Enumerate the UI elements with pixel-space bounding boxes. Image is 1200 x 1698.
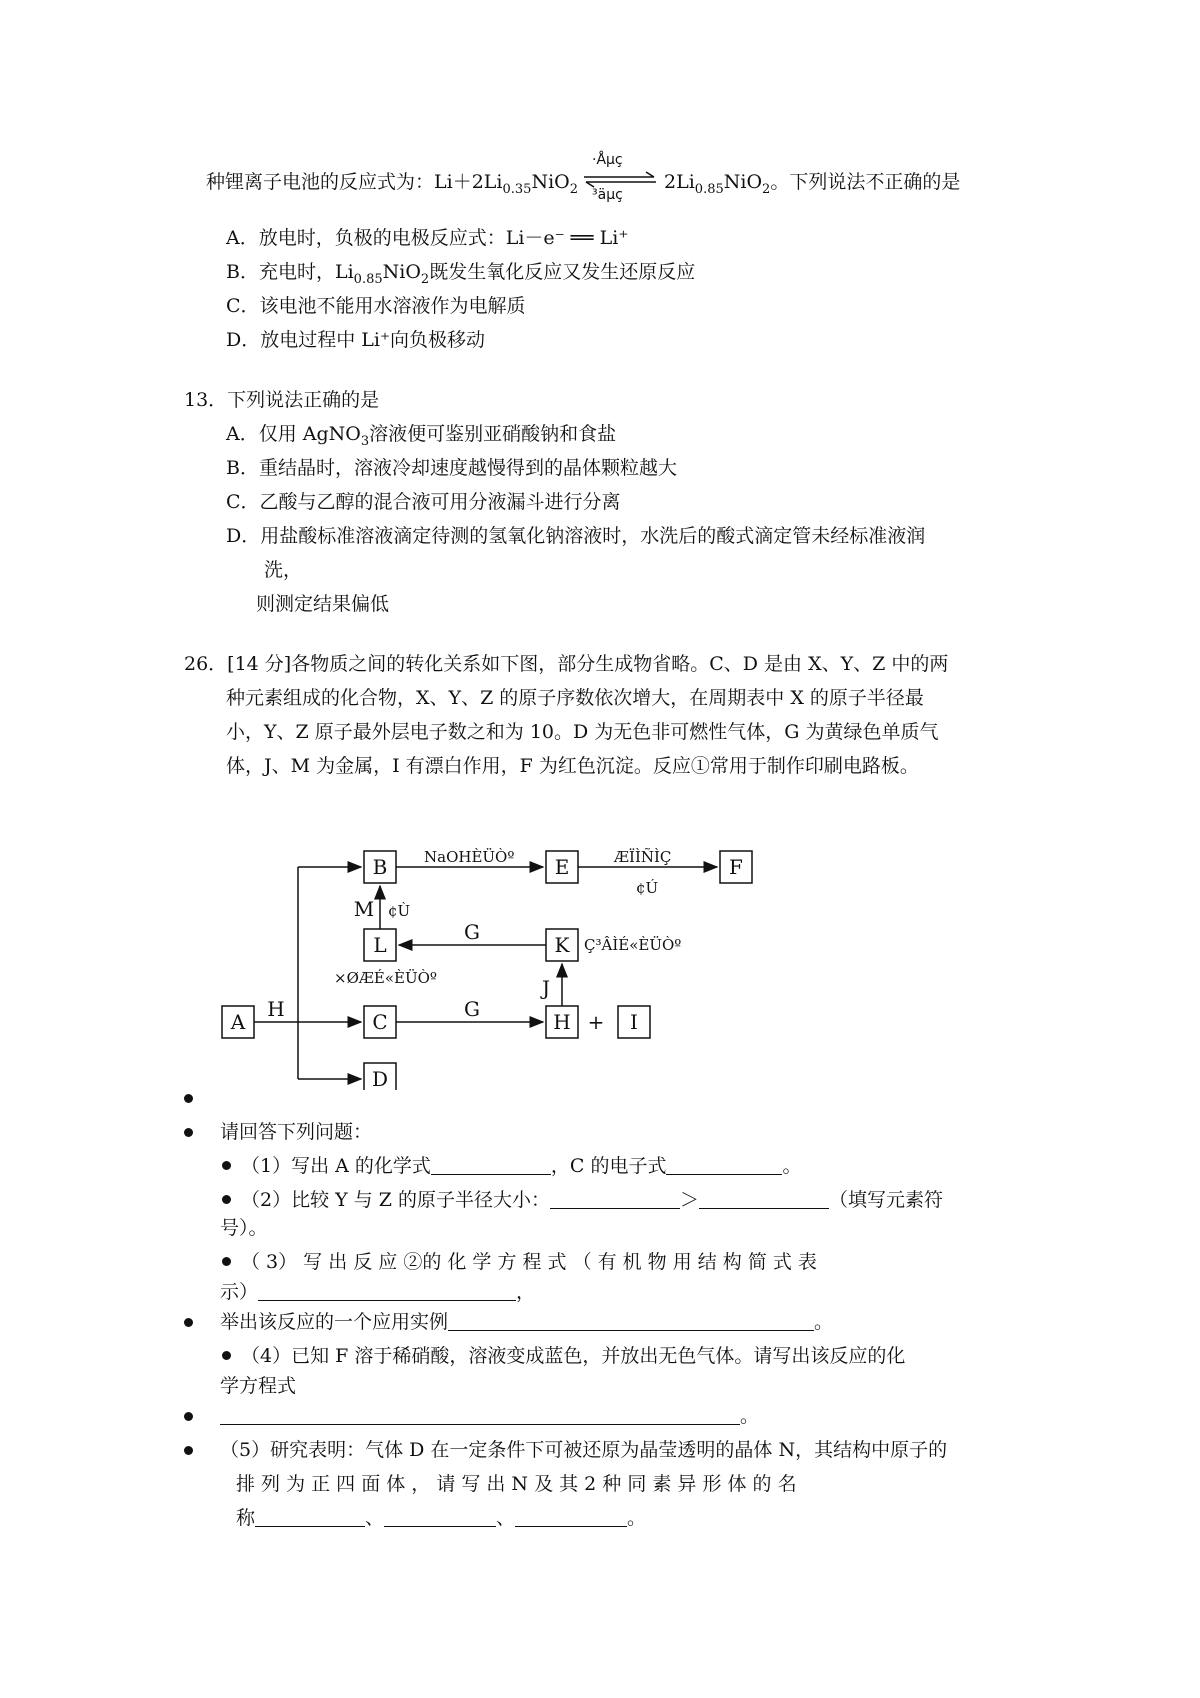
answer-blank-nitric-equation[interactable] [220, 1406, 740, 1425]
answer-blank-radius-1[interactable] [550, 1190, 680, 1209]
bullet [222, 1161, 231, 1170]
q13-option-d-line1: D．用盐酸标准溶液滴定待测的氢氧化钠溶液时，水洗后的酸式滴定管未经标准液润 [226, 525, 926, 547]
bullet [222, 1195, 231, 1204]
subscript: 0.35 [502, 181, 532, 197]
box-c-label: C [372, 1010, 388, 1034]
option-text: A．仅用 AgNO [226, 423, 361, 445]
subscript: 2 [569, 181, 578, 197]
arrow-top-text: ·Åµç [592, 152, 623, 168]
arrow-bottom-text: ³äµç [592, 187, 623, 203]
q26-sub3-example [220, 1310, 833, 1334]
q12-option-a: A．放电时，负极的电极反应式：Li－e⁻ ══ Li⁺ [226, 227, 629, 249]
q13-option-a [226, 422, 616, 454]
subscript: 2 [762, 181, 771, 197]
box-d-label: D [371, 1067, 389, 1090]
q12-option-c: C．该电池不能用水溶液作为电解质 [226, 295, 526, 317]
answer-blank-allotrope-3[interactable] [515, 1508, 627, 1527]
label-l-solution: ×ØÆÉ«ÈÜÒº [334, 969, 437, 987]
label-j: J [541, 976, 551, 1000]
box-b-label: B [372, 855, 388, 879]
q13-option-b: B．重结晶时，溶液冷却速度越慢得到的晶体颗粒越大 [226, 457, 677, 479]
subscript: 0.85 [694, 181, 724, 197]
label-m: M [353, 897, 375, 921]
bullet [184, 1446, 193, 1455]
label-e-to-f-top: ÆÏÌÑÌÇ [614, 848, 672, 866]
q26-sub3-line2 [220, 1280, 535, 1304]
bullet [222, 1257, 231, 1266]
q26-sub2 [222, 1188, 943, 1212]
subscript: 2 [420, 271, 430, 287]
bullet [184, 1128, 193, 1137]
box-h-label: H [553, 1010, 571, 1034]
sub3-text: 举出该反应的一个应用实例 [220, 1311, 449, 1333]
q26-stem-line2: 种元素组成的化合物，X、Y、Z 的原子序数依次增大，在周期表中 X 的原子半径最 [226, 687, 924, 709]
box-f-label: F [729, 855, 743, 879]
q13-option-d-line3: 则测定结果偏低 [256, 593, 390, 615]
sub5-text: 、 [496, 1507, 516, 1529]
label-m-reaction: ¢Ù [388, 902, 411, 920]
answer-blank-allotrope-2[interactable] [384, 1508, 496, 1527]
q26-stem-line4: 体，J、M 为金属，I 有漂白作用，F 为红色沉淀。反应①常用于制作印刷电路板。 [226, 755, 919, 777]
sub4-text: （4）已知 F 溶于稀硝酸，溶液变成蓝色，并放出无色气体。请写出该反应的化 [241, 1345, 906, 1367]
q26-sub4-line2: 学方程式 [220, 1375, 297, 1397]
q26-prompt: 请回答下列问题： [220, 1121, 373, 1143]
option-text: B．充电时，Li [226, 261, 354, 283]
box-k-label: K [554, 933, 570, 957]
formula-part: 2Li [664, 171, 695, 193]
sub3-text: （ 3） 写 出 反 应 ②的 化 学 方 程 式 （ 有 机 物 用 结 构 简 式 表 [241, 1251, 817, 1273]
answer-blank-allotrope-1[interactable] [255, 1508, 365, 1527]
label-g-bottom: G [464, 997, 480, 1021]
bullet [184, 1412, 193, 1421]
sub5-text: 称 [236, 1507, 256, 1529]
q12-formula-prefix: 种锂离子电池的反应式为：Li＋2Li [206, 171, 503, 193]
sub3-text: ， [516, 1281, 536, 1303]
conversion-diagram [0, 790, 1200, 1090]
sub2-text: （填写元素符 [829, 1189, 944, 1211]
sub1-text: ，C 的电子式 [550, 1155, 667, 1177]
subscript: 0.85 [353, 271, 383, 287]
q26-sub5-line1: （5）研究表明：气体 D 在一定条件下可被还原为晶莹透明的晶体 N，其结构中原子的 [220, 1439, 948, 1461]
q26-sub1 [222, 1154, 801, 1178]
q26-stem-line3: 小，Y、Z 原子最外层电子数之和为 10。D 为无色非可燃性气体，G 为黄绿色单质气 [226, 721, 939, 743]
q13-stem: 13．下列说法正确的是 [184, 389, 380, 411]
answer-blank-equation-2[interactable] [258, 1282, 516, 1301]
reversible-arrow [582, 152, 660, 203]
formula-part: NiO [723, 171, 763, 193]
q12-stem-line [206, 152, 961, 203]
sub5-text: 。 [627, 1507, 647, 1529]
q12-option-d: D．放电过程中 Li⁺向负极移动 [226, 329, 485, 351]
q12-option-b [226, 260, 695, 292]
option-text: 溶液便可鉴别亚硝酸钠和食盐 [369, 423, 617, 445]
box-e-label: E [554, 855, 570, 879]
label-h: H [267, 997, 285, 1021]
q12-question-text: 。下列说法不正确的是 [770, 171, 961, 193]
q26-stem-line1: 26．[14 分]各物质之间的转化关系如下图，部分生成物省略。C、D 是由 X、Y、Z 中的两 [184, 653, 949, 675]
answer-blank-c-electron[interactable] [666, 1156, 782, 1175]
q26-sub4 [222, 1344, 905, 1368]
box-l-label: L [373, 933, 387, 957]
label-g-top: G [464, 920, 480, 944]
label-e-to-f-bottom: ¢Ú [636, 879, 659, 897]
q26-sub5-line3 [236, 1506, 646, 1530]
bullet [222, 1351, 231, 1360]
box-i-label: I [630, 1010, 638, 1034]
sub3-text: 示） [220, 1281, 259, 1303]
q26-sub4-answer [220, 1404, 759, 1428]
box-a-label: A [230, 1010, 246, 1034]
bullet [184, 1318, 193, 1327]
subscript: 3 [360, 433, 370, 449]
sub5-text: 、 [365, 1507, 385, 1529]
bullet [184, 1094, 193, 1103]
sub1-text: （1）写出 A 的化学式 [241, 1155, 431, 1177]
q26-sub2-tail: 号）。 [220, 1217, 268, 1239]
plus-sign: + [587, 1010, 605, 1034]
q26-sub5-line2: 排 列 为 正 四 面 体 ， 请 写 出 N 及 其 2 种 同 素 异 形 体 的 名 [236, 1473, 797, 1495]
sub3-text: 。 [814, 1311, 834, 1333]
label-naoh: NaOHÈÜÒº [424, 848, 515, 866]
answer-blank-radius-2[interactable] [699, 1190, 829, 1209]
option-text: 既发生氧化反应又发生还原反应 [429, 261, 696, 283]
sub2-text: （2）比较 Y 与 Z 的原子半径大小： [241, 1189, 550, 1211]
answer-blank-a-formula[interactable] [431, 1156, 551, 1175]
q13-option-d-line2: 洗， [264, 559, 303, 581]
sub2-text: ＞ [680, 1189, 700, 1211]
label-k-solution: Ç³ÂÌÉ«ÈÜÒº [584, 936, 682, 954]
q13-option-c: C．乙酸与乙醇的混合液可用分液漏斗进行分离 [226, 491, 621, 513]
formula-part: NiO [531, 171, 570, 193]
q26-sub3 [222, 1250, 817, 1274]
formula-part: NiO [382, 261, 421, 283]
answer-blank-application[interactable] [448, 1312, 814, 1331]
sub1-text: 。 [782, 1155, 802, 1177]
sub4-text: 。 [740, 1405, 760, 1427]
